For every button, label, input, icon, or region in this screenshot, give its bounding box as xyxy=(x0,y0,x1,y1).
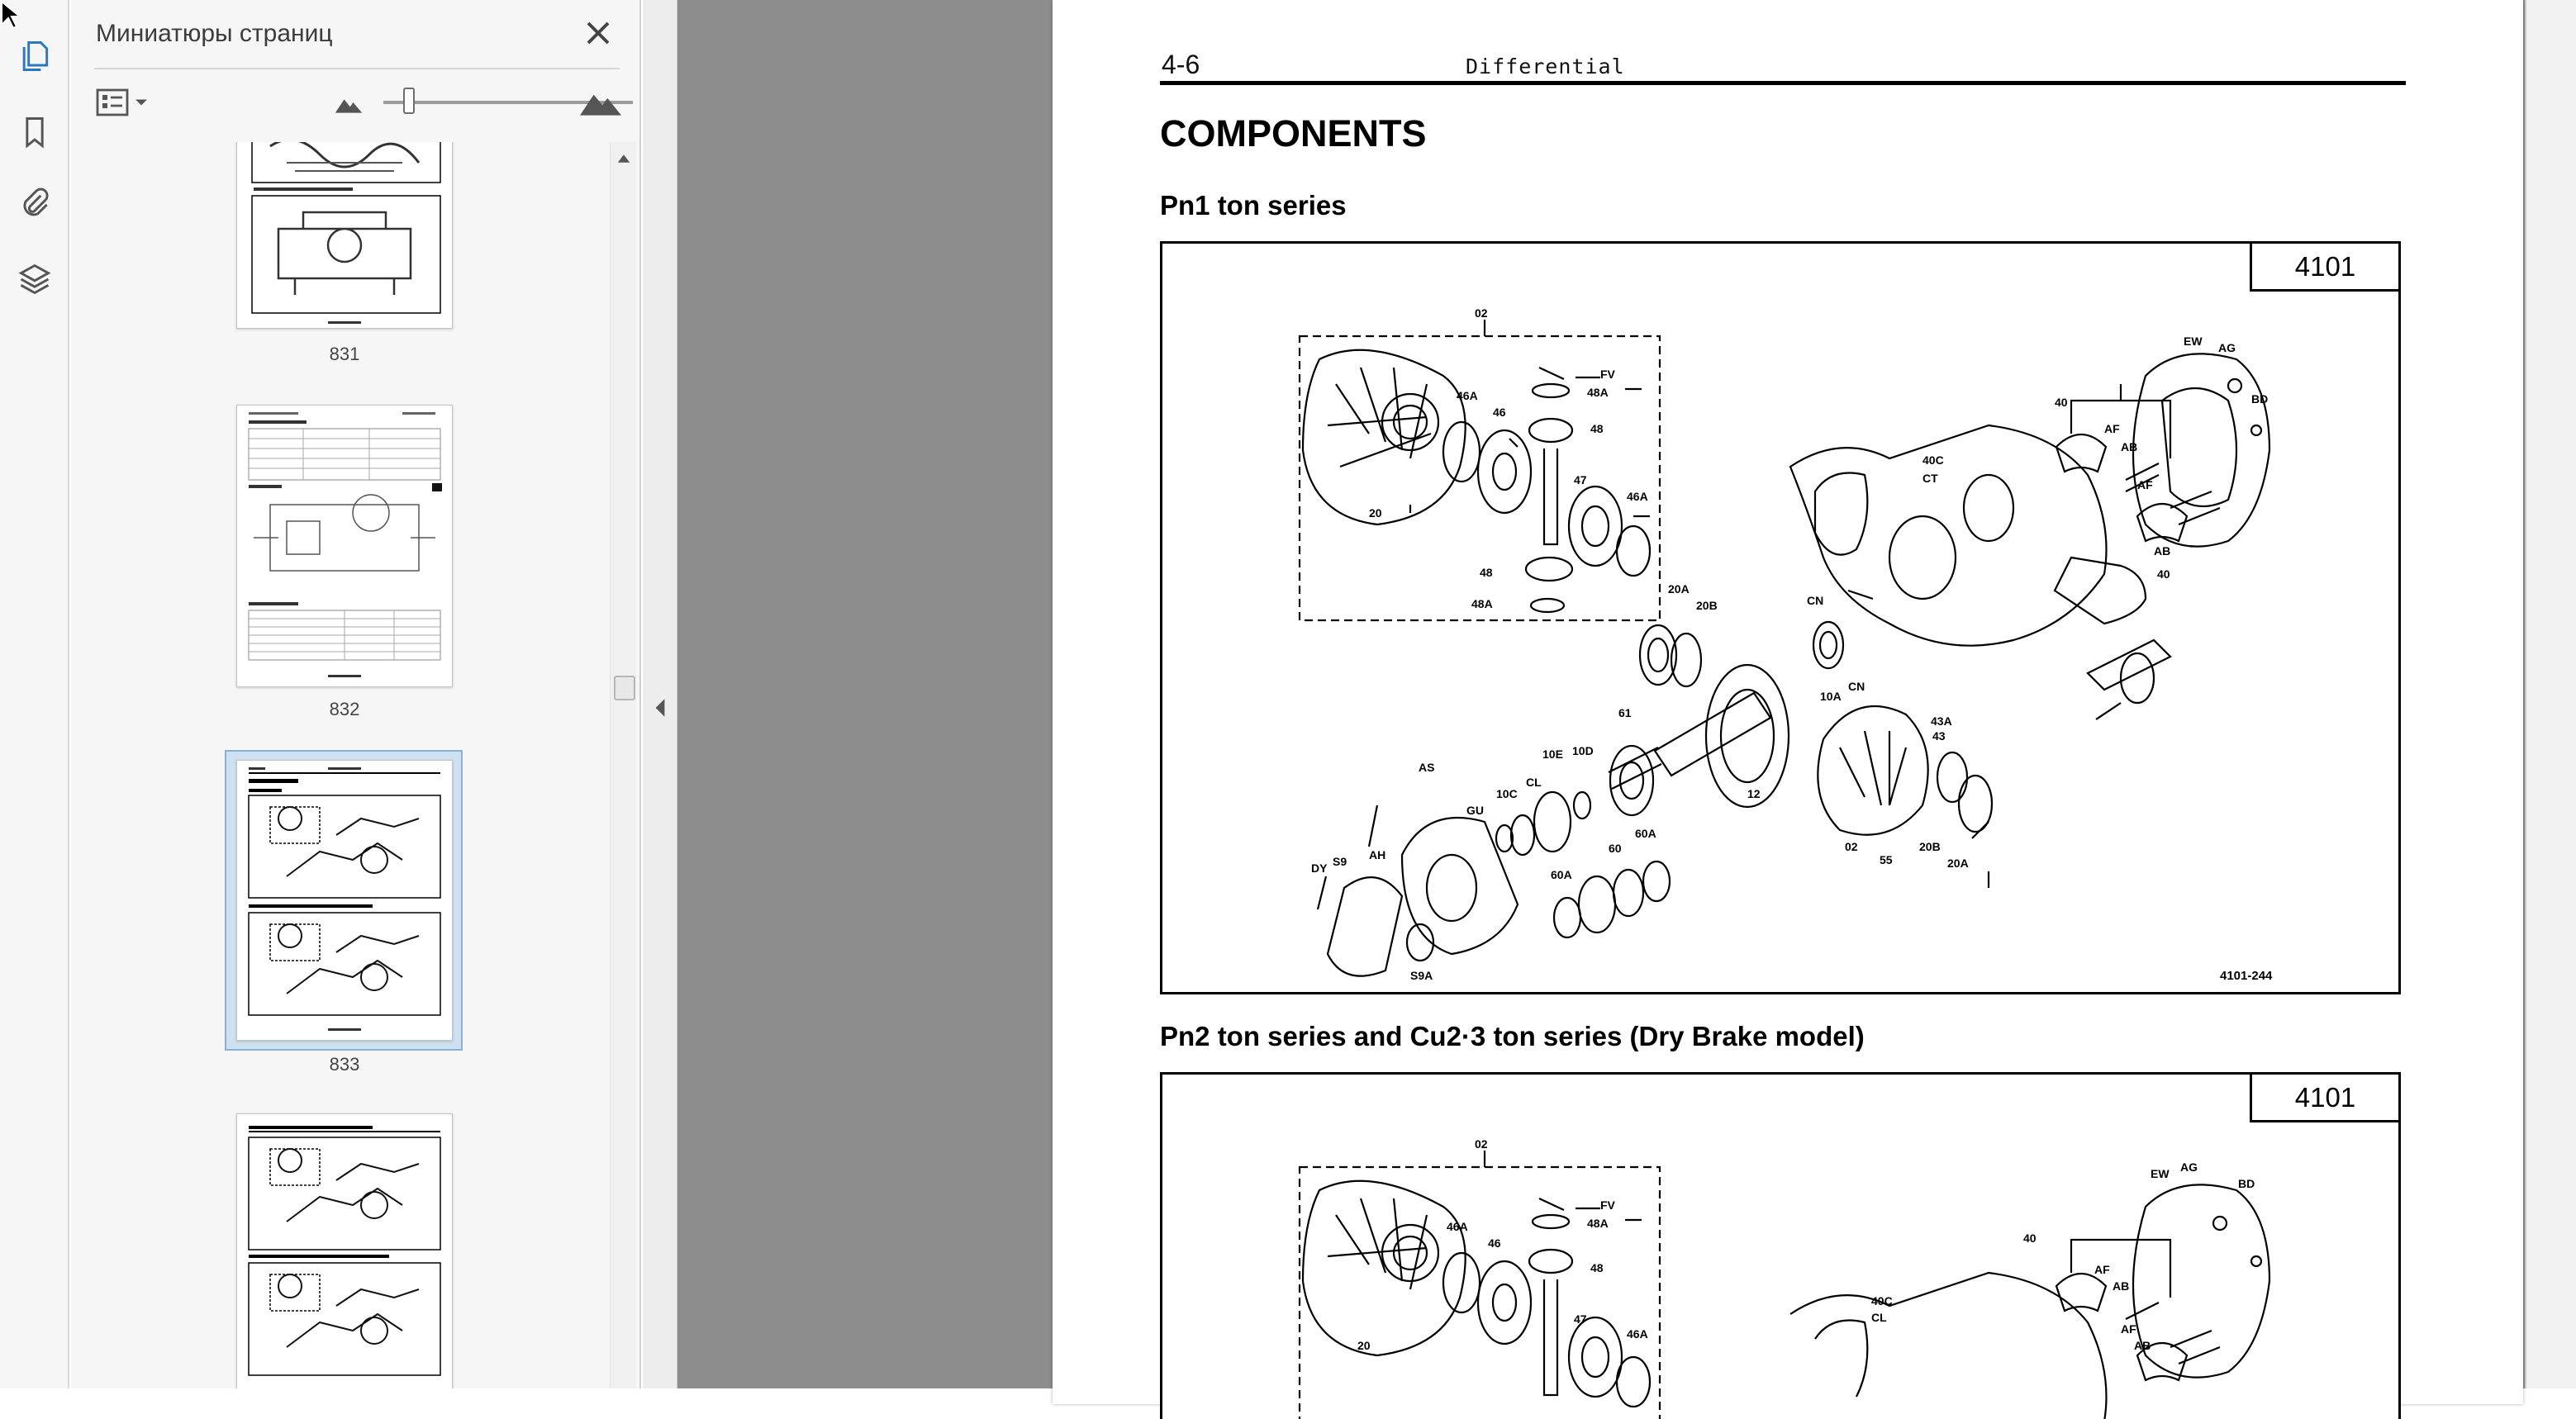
close-icon[interactable] xyxy=(582,17,615,50)
zoom-out-mountain-icon[interactable] xyxy=(334,89,364,116)
callout-label: 40C xyxy=(1871,1294,1893,1307)
slider-handle[interactable] xyxy=(403,88,415,114)
right-side-panel-strip xyxy=(2525,0,2576,1388)
callout-label: AF xyxy=(2104,422,2120,435)
thumbnail-label: 833 xyxy=(329,1054,360,1075)
callout-label: 02 xyxy=(1475,306,1488,320)
thumbnail-image xyxy=(237,761,453,1041)
callout-label: 61 xyxy=(1618,706,1632,719)
thumbnail-page-831[interactable] xyxy=(236,142,453,329)
callout-label: 10C xyxy=(1496,787,1518,800)
callout-label: 20 xyxy=(1369,506,1382,520)
callout-label: 60A xyxy=(1635,827,1656,840)
callout-label: CT xyxy=(1922,472,1938,485)
running-header: Differential xyxy=(1466,55,1625,78)
document-page xyxy=(1053,0,2523,1404)
differential-exploded-drawing xyxy=(1162,1075,2401,1419)
callout-label: BD xyxy=(2251,392,2269,406)
panel-title: Миниатюры страниц xyxy=(96,20,333,47)
callout-label: 47 xyxy=(1574,473,1587,486)
callout-label: 43A xyxy=(1931,714,1952,728)
callout-label: 48 xyxy=(1480,566,1493,579)
exploded-diagram xyxy=(1160,241,2401,994)
list-view-icon xyxy=(96,88,129,116)
thumbnail-options-button[interactable] xyxy=(96,84,162,121)
header-rule xyxy=(1160,81,2406,85)
callout-label: AB xyxy=(2154,544,2171,558)
chevron-down-icon xyxy=(134,97,149,108)
callout-label: AB xyxy=(2134,1339,2151,1352)
callout-label: 48A xyxy=(1471,597,1493,610)
callout-label: 40 xyxy=(2023,1232,2037,1245)
callout-label: AS xyxy=(1419,761,1435,774)
callout-label: 20A xyxy=(1668,582,1690,596)
callout-label: AG xyxy=(2218,341,2236,354)
callout-label: AB xyxy=(2121,440,2138,453)
page-heading: COMPONENTS xyxy=(1160,112,1427,154)
thumbnail-image xyxy=(237,142,453,329)
figure-code: 4101 xyxy=(2250,244,2398,292)
callout-label: AF xyxy=(2121,1322,2136,1336)
thumbnail-panel xyxy=(71,0,641,1388)
thumbnail-image xyxy=(237,1114,453,1388)
callout-label: 20A xyxy=(1947,857,1969,870)
callout-label: 02 xyxy=(1845,840,1858,853)
callout-label: CN xyxy=(1807,594,1824,607)
callout-label: 48 xyxy=(1590,1261,1604,1274)
document-viewport[interactable] xyxy=(677,0,2576,1388)
callout-label: BD xyxy=(2238,1177,2255,1190)
layers-icon[interactable] xyxy=(12,256,58,302)
callout-label: AH xyxy=(1369,848,1386,861)
callout-label: 46A xyxy=(1627,490,1648,503)
callout-label: CL xyxy=(1871,1311,1887,1324)
callout-label: 43 xyxy=(1932,729,1946,743)
section-title: Pn1 ton series xyxy=(1160,190,1347,221)
callout-label: 02 xyxy=(1475,1137,1488,1151)
callout-label: 10E xyxy=(1542,747,1563,761)
attachment-icon[interactable] xyxy=(12,180,58,226)
bookmark-icon[interactable] xyxy=(12,109,58,155)
thumbnail-image xyxy=(237,406,453,687)
section-title: Pn2 ton series and Cu2·3 ton series (Dry Brake model) xyxy=(1160,1021,1865,1051)
callout-label: CN xyxy=(1848,680,1865,693)
scroll-up-arrow-icon[interactable] xyxy=(614,149,634,168)
thumbnail-page-834[interactable] xyxy=(236,1113,453,1388)
callout-label: CL xyxy=(1526,776,1542,789)
mouse-cursor-icon xyxy=(0,0,18,28)
callout-label: 10A xyxy=(1820,690,1842,703)
callout-label: 55 xyxy=(1880,853,1893,866)
callout-label: 46A xyxy=(1457,389,1478,402)
exploded-diagram xyxy=(1160,1072,2401,1419)
callout-label: GU xyxy=(1466,804,1484,817)
callout-label: 46A xyxy=(1447,1220,1468,1233)
callout-label: 47 xyxy=(1574,1312,1587,1326)
tool-rail xyxy=(0,0,69,1388)
divider xyxy=(94,68,620,69)
thumbnail-list[interactable] xyxy=(71,142,608,1388)
callout-label: 20B xyxy=(1919,840,1941,853)
callout-label: 46A xyxy=(1627,1327,1648,1341)
callout-label: EW xyxy=(2184,335,2203,348)
zoom-in-mountain-icon[interactable] xyxy=(580,86,621,117)
scrollbar-thumb[interactable] xyxy=(614,676,635,700)
callout-label: 40C xyxy=(1922,453,1944,467)
thumbnail-label: 832 xyxy=(329,699,360,719)
callout-label: FV xyxy=(1600,368,1615,381)
callout-label: DY xyxy=(1311,861,1328,875)
callout-label: 10D xyxy=(1572,744,1594,757)
callout-label: AB xyxy=(2113,1279,2130,1293)
callout-label: AF xyxy=(2137,478,2153,491)
callout-label: 48A xyxy=(1587,386,1609,399)
callout-label: 40 xyxy=(2055,396,2068,409)
callout-label: AF xyxy=(2094,1263,2110,1276)
figure-code: 4101 xyxy=(2250,1075,2398,1122)
callout-label: 20B xyxy=(1696,599,1718,612)
differential-exploded-drawing xyxy=(1162,244,2401,994)
thumbnail-page-832[interactable] xyxy=(236,405,453,687)
callout-label: AG xyxy=(2180,1160,2198,1174)
callout-label: 46 xyxy=(1488,1236,1501,1250)
thumbnail-scrollbar[interactable] xyxy=(610,142,636,1388)
callout-label: S9 xyxy=(1333,855,1347,868)
callout-label: 20 xyxy=(1357,1339,1371,1352)
callout-label: 12 xyxy=(1747,787,1761,800)
callout-label: S9A xyxy=(1410,969,1433,982)
thumbnail-page-833[interactable] xyxy=(236,760,453,1041)
callout-label: 60A xyxy=(1551,868,1572,881)
callout-label: 48 xyxy=(1590,422,1604,435)
callout-label: EW xyxy=(2151,1167,2170,1180)
panel-collapse-handle[interactable] xyxy=(643,0,677,1388)
figure-reference: 4101-244 xyxy=(2220,969,2273,983)
callout-label: 60 xyxy=(1609,842,1622,855)
page-thumbnails-icon[interactable] xyxy=(12,33,58,79)
thumbnail-label: 831 xyxy=(329,344,360,364)
callout-label: 48A xyxy=(1587,1217,1609,1230)
callout-label: 40 xyxy=(2157,567,2170,581)
chevron-left-icon[interactable] xyxy=(653,695,668,720)
callout-label: 46 xyxy=(1493,406,1506,419)
page-number: 4-6 xyxy=(1162,50,1200,79)
callout-label: FV xyxy=(1600,1198,1615,1212)
